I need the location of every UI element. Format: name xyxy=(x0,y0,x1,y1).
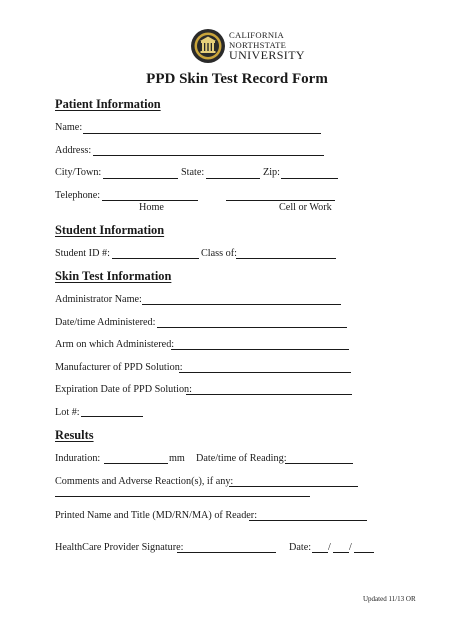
cell-phone-field[interactable] xyxy=(226,200,335,201)
name-label: Name: xyxy=(55,122,83,133)
logo-line-3: UNIVERSITY xyxy=(229,48,305,63)
city-label: City/Town: xyxy=(55,167,102,178)
date-month-field[interactable] xyxy=(312,552,328,553)
state-label: State: xyxy=(181,167,205,178)
induration-field[interactable] xyxy=(104,463,168,464)
footer-updated: Updated 11/13 OR xyxy=(363,595,416,603)
mm-label: mm xyxy=(169,453,185,464)
expiration-field[interactable] xyxy=(186,394,352,395)
date-time-administered-field[interactable] xyxy=(157,327,347,328)
logo-line-2: NORTHSTATE xyxy=(229,39,287,50)
city-field[interactable] xyxy=(103,178,178,179)
administrator-name-field[interactable] xyxy=(142,304,341,305)
home-phone-field[interactable] xyxy=(102,200,198,201)
class-of-label: Class of: xyxy=(201,248,237,259)
arm-label: Arm on which Administered: xyxy=(55,339,175,350)
printed-name-label: Printed Name and Title (MD/RN/MA) of Reader: xyxy=(55,510,258,521)
signature-field[interactable] xyxy=(177,552,276,553)
home-label: Home xyxy=(139,202,164,213)
patient-section-heading: Patient Information xyxy=(55,97,161,111)
seal-icon xyxy=(190,28,226,64)
zip-field[interactable] xyxy=(281,178,338,179)
telephone-label: Telephone: xyxy=(55,190,101,201)
address-label: Address: xyxy=(55,145,92,156)
comments-label: Comments and Adverse Reaction(s), if any: xyxy=(55,476,234,487)
lot-number-label: Lot #: xyxy=(55,407,80,418)
expiration-label: Expiration Date of PPD Solution: xyxy=(55,384,192,395)
class-of-field[interactable] xyxy=(236,258,336,259)
date-separator-1: / xyxy=(328,542,331,553)
date-time-reading-label: Date/time of Reading: xyxy=(196,453,287,464)
date-time-reading-field[interactable] xyxy=(285,463,353,464)
state-field[interactable] xyxy=(206,178,260,179)
manufacturer-field[interactable] xyxy=(179,372,351,373)
student-id-field[interactable] xyxy=(112,258,199,259)
logo-line-1: CALIFORNIA xyxy=(229,30,285,40)
date-separator-2: / xyxy=(349,542,352,553)
name-field[interactable] xyxy=(83,133,321,134)
arm-field[interactable] xyxy=(171,349,349,350)
date-label: Date: xyxy=(289,542,312,553)
date-time-administered-label: Date/time Administered: xyxy=(55,317,156,328)
administrator-name-label: Administrator Name: xyxy=(55,294,142,305)
date-day-field[interactable] xyxy=(333,552,349,553)
comments-field-line-2[interactable] xyxy=(55,496,310,497)
student-id-label: Student ID #: xyxy=(55,248,110,259)
date-year-field[interactable] xyxy=(354,552,374,553)
student-section-heading: Student Information xyxy=(55,223,165,237)
comments-field-line-1[interactable] xyxy=(229,486,358,487)
address-field[interactable] xyxy=(93,155,324,156)
cell-or-work-label: Cell or Work xyxy=(279,202,332,213)
zip-label: Zip: xyxy=(263,167,280,178)
induration-label: Induration: xyxy=(55,453,101,464)
signature-label: HealthCare Provider Signature: xyxy=(55,542,184,553)
results-section-heading: Results xyxy=(55,428,94,442)
university-logo xyxy=(190,28,305,64)
skin-test-section-heading: Skin Test Information xyxy=(55,269,172,283)
lot-number-field[interactable] xyxy=(81,416,143,417)
form-title: PPD Skin Test Record Form xyxy=(146,71,328,87)
manufacturer-label: Manufacturer of PPD Solution: xyxy=(55,362,183,373)
printed-name-field[interactable] xyxy=(249,520,367,521)
